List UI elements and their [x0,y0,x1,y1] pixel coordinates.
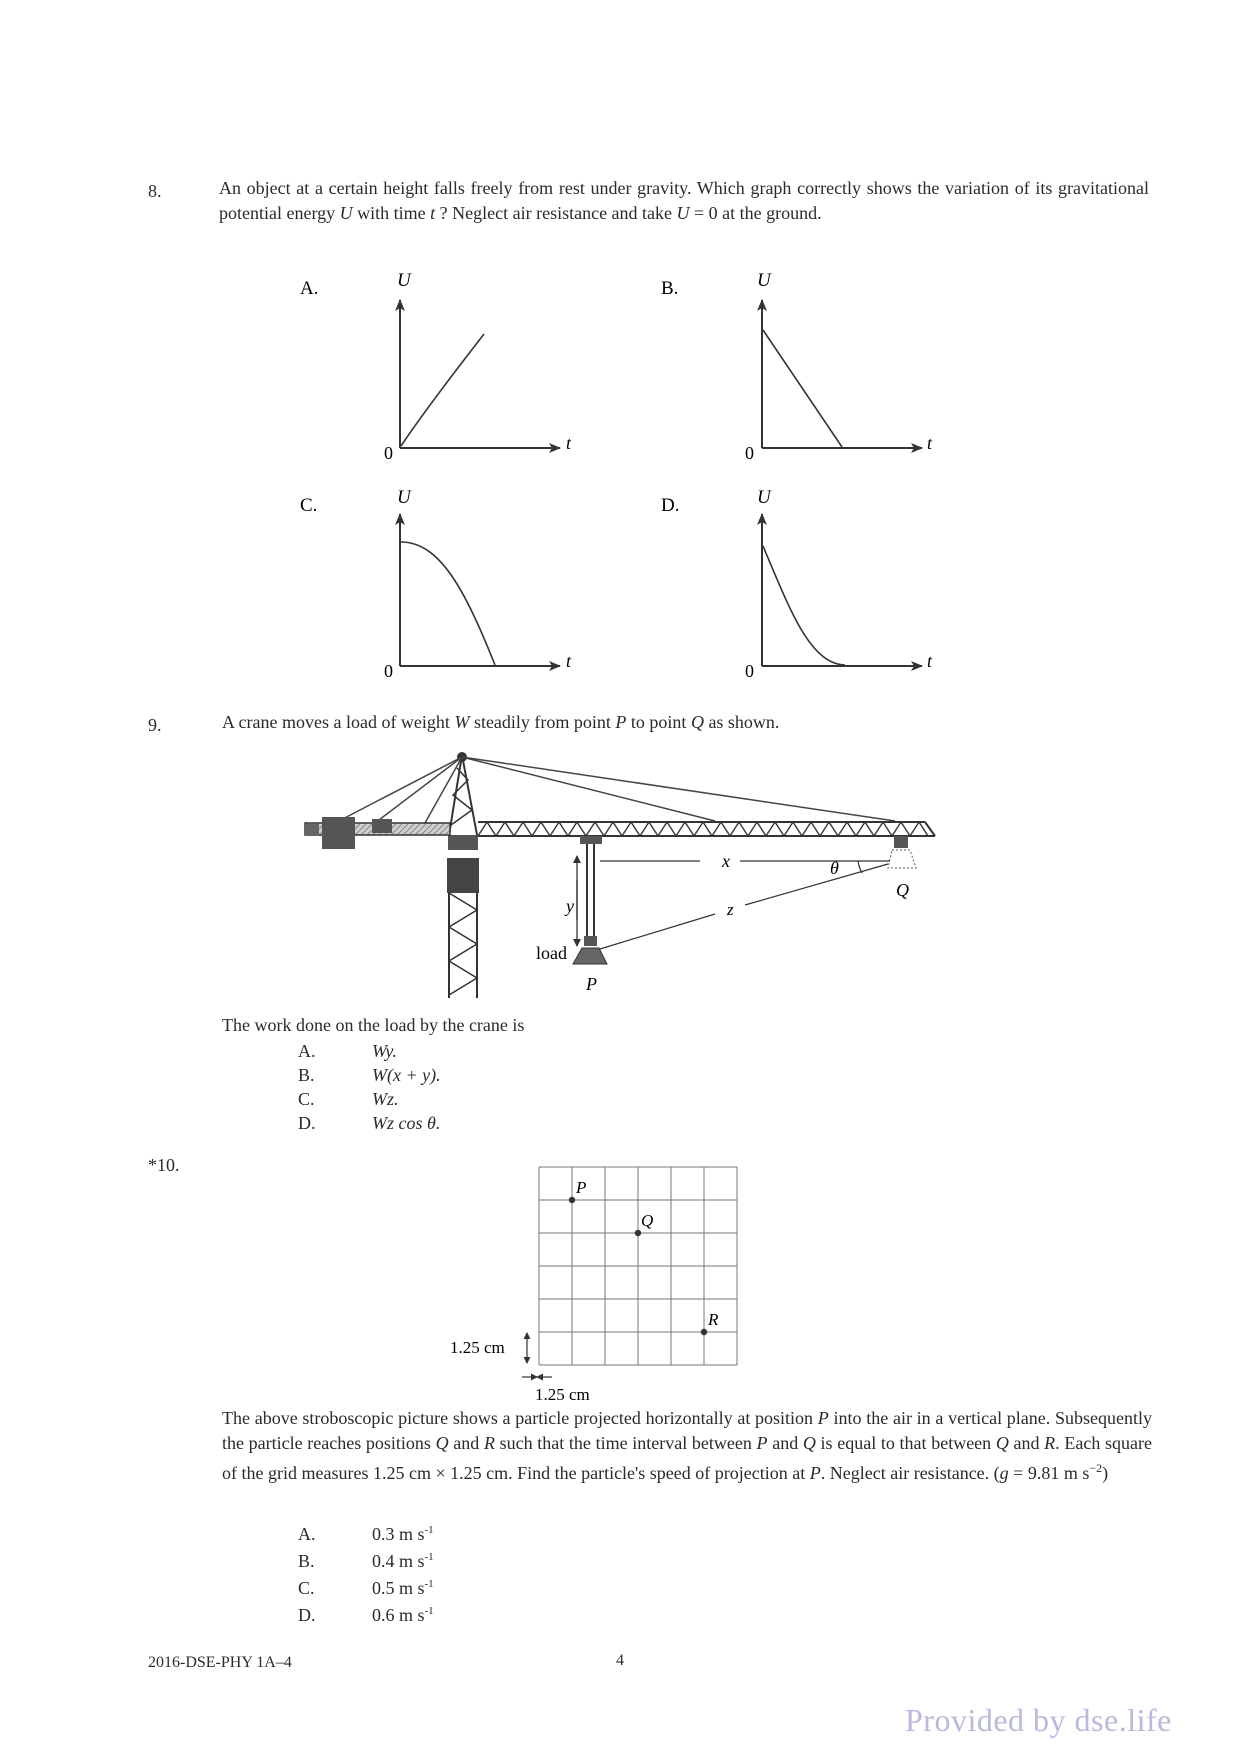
point-q-label: Q [641,1211,654,1230]
h-scale-label: 1.25 cm [535,1385,590,1400]
q9-stem-text: steadily from point [469,712,616,732]
q10-stem-text: such that the time interval between [494,1433,757,1453]
option-exponent: -1 [424,1605,434,1617]
option-letter: B. [298,1065,315,1085]
q10-stem-Q: Q [435,1433,449,1453]
graph-a [300,270,572,463]
question-9-number: 9. [148,715,162,735]
graph-b-xlabel: t [927,433,933,453]
graph-c-ylabel: U [397,487,411,508]
option-letter: A. [298,1524,316,1544]
q8-graphs [0,0,1240,720]
trolley-hoist [573,836,916,964]
point-r [701,1329,707,1335]
option-text: Wy. [372,1041,397,1061]
q9-stem-P: P [615,712,627,732]
q10-stem-text: = 9.81 m s [1008,1463,1090,1483]
q10-stem [222,1406,1152,1486]
q9-stem-text: A crane moves a load of weight [222,712,455,732]
q8-stem-text: ? Neglect air resistance and take [435,203,677,223]
option-value: 0.6 m s [372,1605,425,1625]
y-label: y [566,896,574,916]
q9-stem-text: as shown. [703,712,780,732]
q10-stem-g: g [999,1463,1009,1483]
q8-stem-text: with time [352,203,431,223]
crane-tower [447,752,479,998]
q10-stem-text: and [448,1433,484,1453]
source-credit: Provided by dse.life [905,1702,1172,1738]
z-label: z [727,900,734,919]
q-point-label: Q [896,880,909,900]
load-at-q [888,850,916,868]
graph-a-letter: A. [300,278,319,299]
q9-stem-W: W [454,712,470,732]
v-scale-label: 1.25 cm [450,1338,505,1357]
q10-stem-R: R [1044,1433,1056,1453]
graph-d-xlabel: t [927,651,933,671]
graph-b-ylabel: U [757,270,771,291]
question-9-stem [222,710,779,735]
q10-stem-text: is equal to that between [815,1433,996,1453]
option-value: 0.3 m s [372,1524,425,1544]
q8-stem-text: = 0 at the ground. [689,203,822,223]
point-p [569,1197,575,1203]
crane-diagram [0,740,1240,1010]
point-p-label: P [576,1178,587,1197]
graph-c-xlabel: t [566,651,572,671]
option-exponent: -1 [424,1551,434,1563]
p-point-label: P [586,974,597,994]
load-block [573,948,607,964]
trolley-at-q [894,836,908,848]
option-letter: D. [298,1113,316,1133]
crane-tie-cables [335,757,895,823]
question-10-number: *10. [148,1155,180,1175]
graph-a-xlabel: t [566,433,572,453]
stroboscopic-grid [440,1160,760,1400]
q9-prompt: The work done on the load by the crane is [222,1015,525,1035]
option-text [372,1578,434,1599]
graph-a-curve [401,334,484,446]
graph-c-curve [401,542,495,665]
graph-b-curve [763,330,842,447]
q10-stem-text: . Each square of the grid measures 1.25 cm × 1.25 cm. Find the particle's speed of projection at [222,1433,1152,1483]
point-q [635,1230,641,1236]
graph-a-ylabel: U [397,270,411,291]
q8-stem-U: U [339,203,353,223]
option-letter: D. [298,1605,316,1625]
q10-stem-Q: Q [995,1433,1009,1453]
counter-jib [305,817,450,849]
option-letter: C. [298,1089,315,1109]
theta-arc [858,861,862,873]
graph-b [661,270,933,463]
q10-stem-text: into the air in a vertical plane. Subsequently the particle reaches positions [222,1408,1152,1453]
option-value: 0.4 m s [372,1551,425,1571]
option-text: Wz. [372,1089,399,1109]
q10-stem-text: ) [1102,1463,1109,1483]
graph-c-letter: C. [300,495,318,516]
graph-b-origin: 0 [745,443,754,463]
page-number: 4 [616,1652,624,1669]
main-jib [478,822,935,836]
q8-stem-t: t [430,203,436,223]
graph-d-letter: D. [661,495,680,516]
counterweight [322,817,355,849]
grid-lines [539,1167,737,1365]
q8-stem-text: An object at a certain height falls freely from rest under gravity. Which graph correctly shows the variation of its gravitational potential energy [219,178,1149,223]
z-line-lower [600,914,715,949]
graph-c [300,487,572,681]
option-exponent: -1 [424,1524,434,1536]
crane-cab [447,858,479,893]
option-letter: C. [298,1578,315,1598]
q10-stem-P: P [817,1408,829,1428]
q8-stem-U: U [676,203,690,223]
x-label: x [722,851,730,871]
q10-stem-P: P [809,1463,821,1483]
option-text [372,1524,434,1545]
q10-stem-Q: Q [802,1433,816,1453]
graph-d-ylabel: U [757,487,771,508]
option-exponent: -1 [424,1578,434,1590]
graph-d-curve [763,546,845,665]
graph-c-origin: 0 [384,661,393,681]
graph-d [661,487,933,681]
q10-stem-text: and [1008,1433,1045,1453]
q10-stem-exponent: −2 [1089,1461,1103,1475]
option-text [372,1551,434,1572]
q10-stem-P: P [756,1433,768,1453]
q10-stem-R: R [483,1433,495,1453]
z-line-upper [745,864,888,905]
option-text: Wz cos θ. [372,1113,441,1133]
q10-stem-text: The above stroboscopic picture shows a particle projected horizontally at position [222,1408,818,1428]
q9-stem-Q: Q [690,712,704,732]
option-text [372,1605,434,1626]
option-text: W(x + y). [372,1065,441,1085]
q10-stem-text: and [767,1433,803,1453]
graph-b-letter: B. [661,278,679,299]
paper-code: 2016-DSE-PHY 1A–4 [148,1654,292,1671]
q10-stem-text: . Neglect air resistance. ( [820,1463,1000,1483]
q9-stem-text: to point [626,712,691,732]
graph-a-origin: 0 [384,443,393,463]
load-label: load [536,943,567,963]
theta-label: θ [830,858,839,878]
option-letter: A. [298,1041,316,1061]
point-r-label: R [708,1310,719,1329]
option-letter: B. [298,1551,315,1571]
question-8-number: 8. [148,181,162,201]
option-value: 0.5 m s [372,1578,425,1598]
graph-d-origin: 0 [745,661,754,681]
